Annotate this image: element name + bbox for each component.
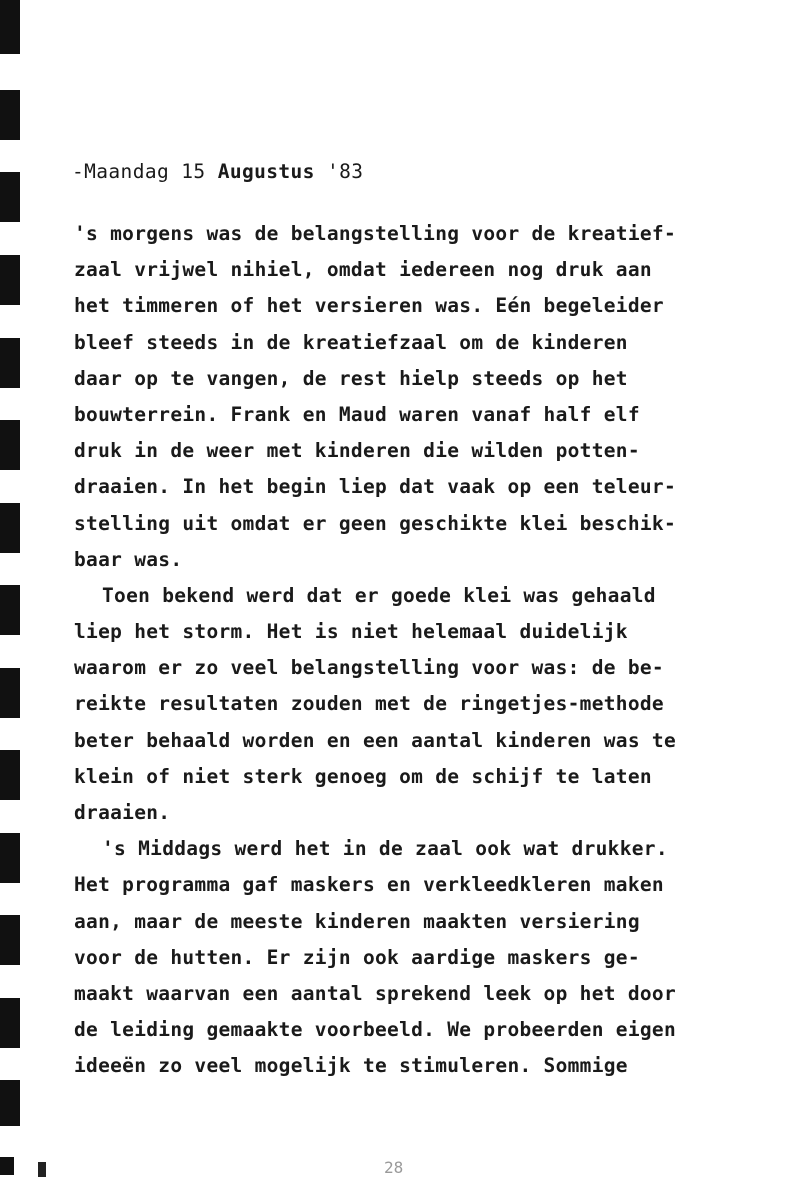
binding-hole (0, 1080, 20, 1126)
binding-hole (0, 503, 20, 553)
page-number: 28 (384, 1158, 404, 1177)
binding-holes (0, 0, 24, 1177)
binding-hole (0, 750, 20, 800)
text-line: de leiding gemaakte voorbeeld. We probeerden eigen (74, 1018, 676, 1042)
binding-hole (0, 90, 20, 140)
text-line: draaien. In het begin liep dat vaak op een teleur- (74, 475, 676, 499)
text-line: 's Middags werd het in de zaal ook wat drukker. (102, 837, 668, 861)
binding-hole (0, 833, 20, 883)
text-line: ideeën zo veel mogelijk te stimuleren. Sommige (74, 1054, 628, 1078)
text-line: druk in de weer met kinderen die wilden potten- (74, 439, 640, 463)
binding-hole (0, 585, 20, 635)
text-line: waarom er zo veel belangstelling voor was: de be- (74, 656, 664, 680)
heading-date: -Maandag 15 (72, 160, 218, 183)
text-line: reikte resultaten zouden met de ringetjes-methode (74, 692, 664, 716)
body-text (74, 216, 774, 1085)
text-line: voor de hutten. Er zijn ook aardige maskers ge- (74, 945, 640, 969)
text-line: maakt waarvan een aantal sprekend leek op het door (74, 981, 676, 1005)
page-heading (72, 160, 363, 183)
text-line: beter behaald worden en een aantal kinderen was te (74, 728, 676, 752)
binding-hole (0, 255, 20, 305)
text-line: zaal vrijwel nihiel, omdat iedereen nog druk aan (74, 258, 652, 282)
text-line: Toen bekend werd dat er goede klei was gehaald (102, 583, 656, 607)
text-line: aan, maar de meeste kinderen maakten versiering (74, 909, 640, 933)
heading-month: Augustus (217, 160, 315, 183)
text-line: stelling uit omdat er geen geschikte klei beschik- (74, 511, 676, 535)
binding-hole (0, 668, 20, 718)
text-line: 's morgens was de belangstelling voor de kreatief- (74, 222, 676, 245)
binding-hole (0, 172, 20, 222)
binding-hole (0, 338, 20, 388)
binding-hole (0, 998, 20, 1048)
text-line: liep het storm. Het is niet helemaal duidelijk (74, 620, 628, 644)
binding-hole (0, 420, 20, 470)
text-line: klein of niet sterk genoeg om de schijf te laten (74, 764, 652, 788)
text-line: bleef steeds in de kreatiefzaal om de kinderen (74, 330, 628, 354)
text-line: bouwterrein. Frank en Maud waren vanaf half elf (74, 402, 640, 426)
binding-hole (0, 0, 20, 54)
corner-mark (38, 1162, 46, 1177)
text-line: baar was. (74, 547, 183, 571)
text-line: daar op te vangen, de rest hielp steeds op het (74, 366, 628, 390)
binding-hole (0, 915, 20, 965)
text-line: Het programma gaf maskers en verkleedkleren maken (74, 873, 664, 897)
text-line: draaien. (74, 801, 171, 824)
binding-hole (0, 1157, 14, 1175)
heading-year: '83 (314, 160, 364, 183)
text-line: het timmeren of het versieren was. Eén begeleider (74, 294, 664, 318)
